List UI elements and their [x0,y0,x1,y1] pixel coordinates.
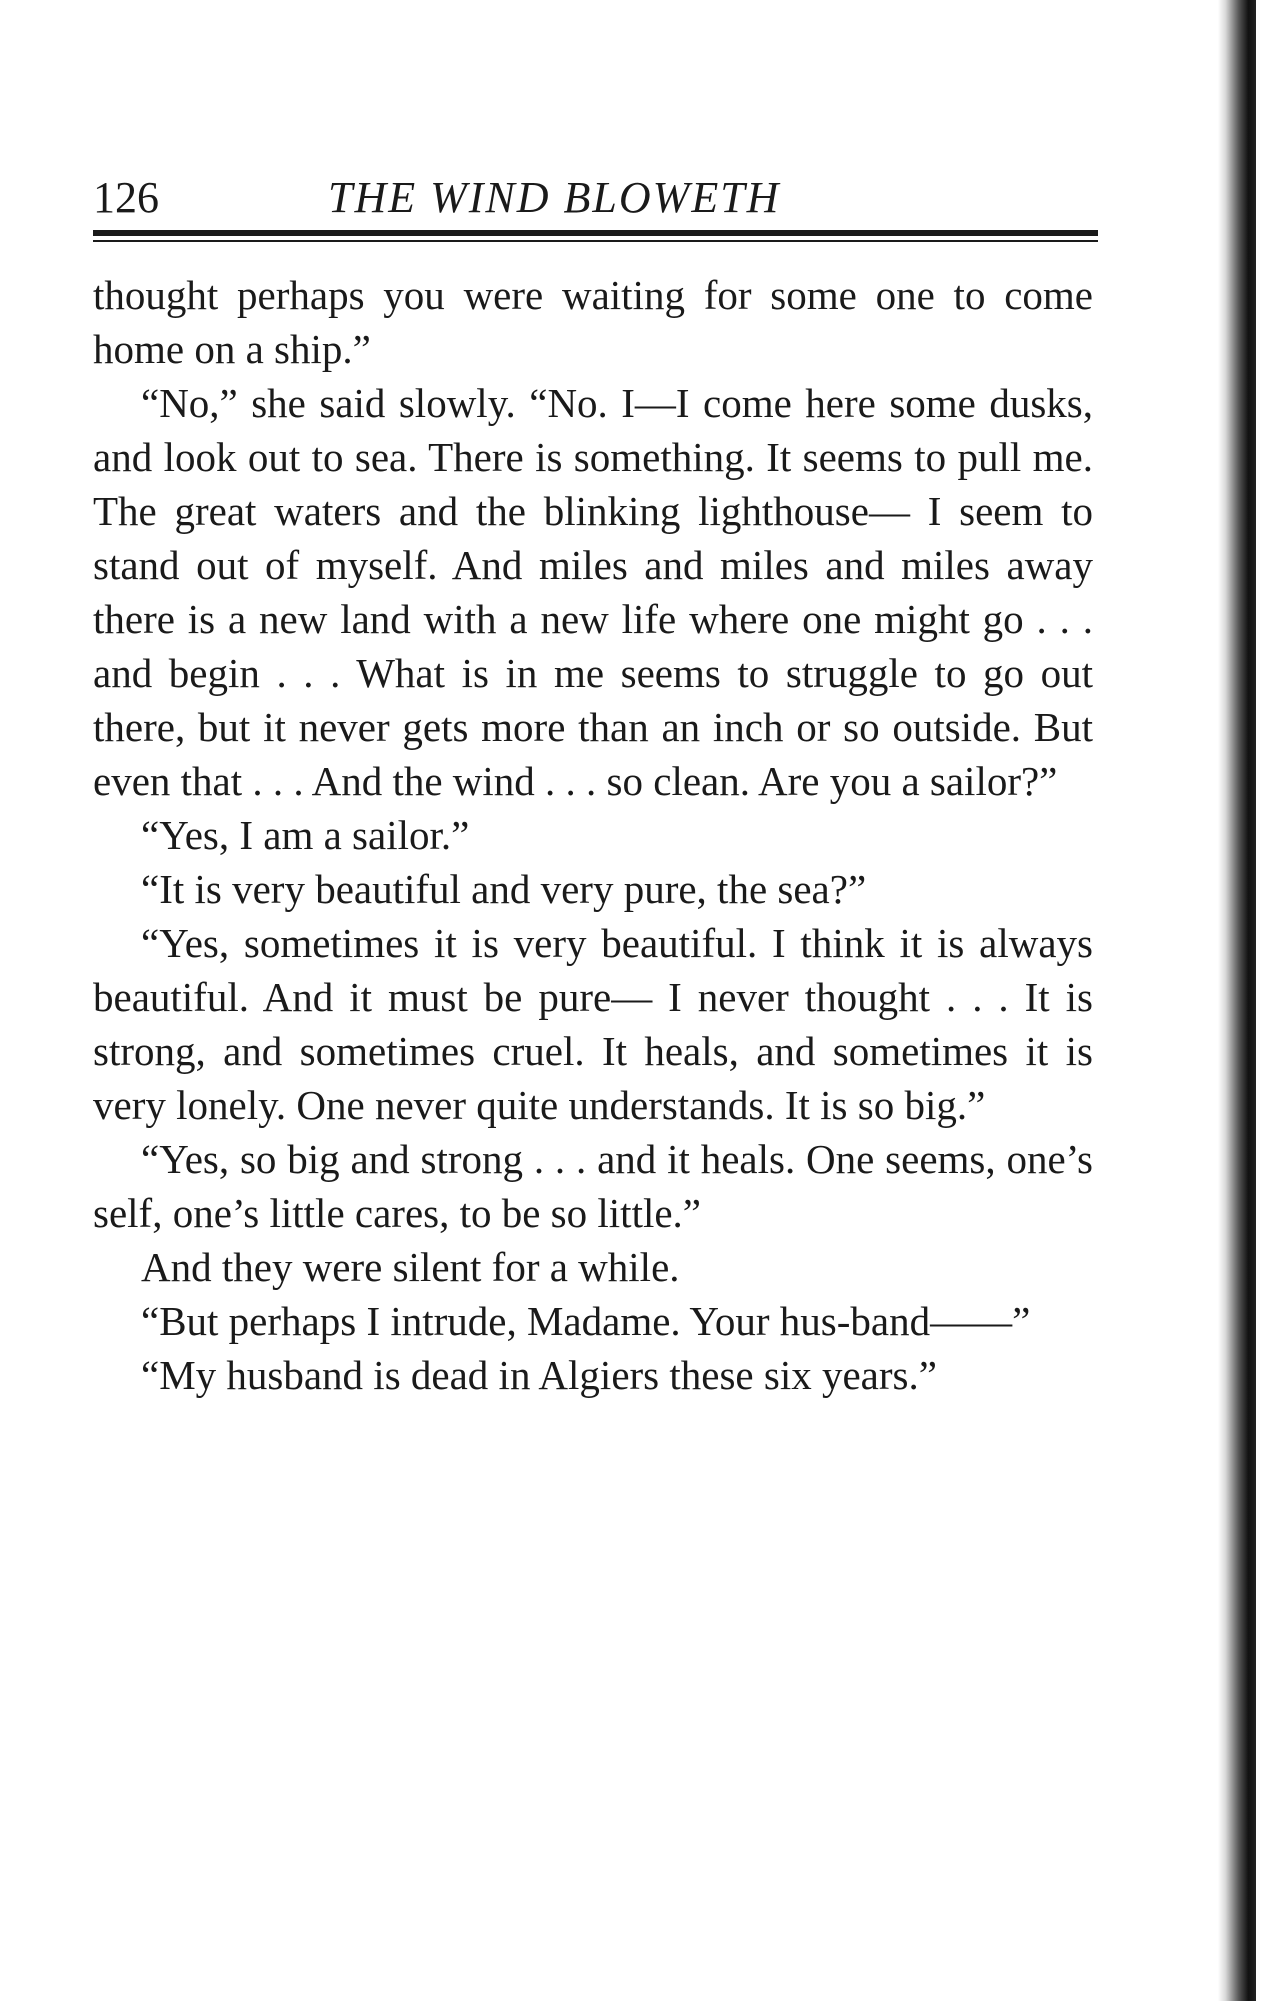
paragraph: “My husband is dead in Algiers these six years.” [141,1352,937,1398]
paragraph: “It is very beautiful and very pure, the sea?” [141,866,867,912]
paragraph: “Yes, sometimes it is very beautiful. I think it is always beautiful. And it must be pure— I never thought . . . It is strong, and sometimes cruel. It heals, and sometimes it is very lonely. One never quite understands. It is so big.” [93,920,1093,1128]
paragraph: “But perhaps I intrude, Madame. Your hus-band——” [141,1298,1031,1344]
paragraph: “Yes, I am a sailor.” [141,812,470,858]
header-rule-thick [93,230,1098,236]
paragraph: And they were silent for a while. [141,1244,680,1290]
header-rule-thin [93,240,1098,242]
paragraph: thought perhaps you were waiting for some one to come home on a ship.” [93,272,1093,372]
paragraph: “No,” she said slowly. “No. I—I come here some dusks, and look out to sea. There is something. It seems to pull me. The great waters and the blinking lighthouse— I seem to stand out of myself. And miles and miles and miles away there is a new land with a new life where one might go . . . and begin . . . What is in me seems to struggle to go out there, but it never gets more than an inch or so outside. But even that . . . And the wind . . . so clean. Are you a sailor?” [93,380,1093,804]
page-number: 126 [93,173,159,222]
paragraph: “Yes, so big and strong . . . and it heals. One seems, one’s self, one’s little cares, to be so little.” [93,1136,1093,1236]
scanned-page-edge [1218,0,1256,2001]
page-header [93,168,1093,228]
running-head: THE WIND BLOWETH [328,173,781,222]
body-text [93,268,1093,1402]
